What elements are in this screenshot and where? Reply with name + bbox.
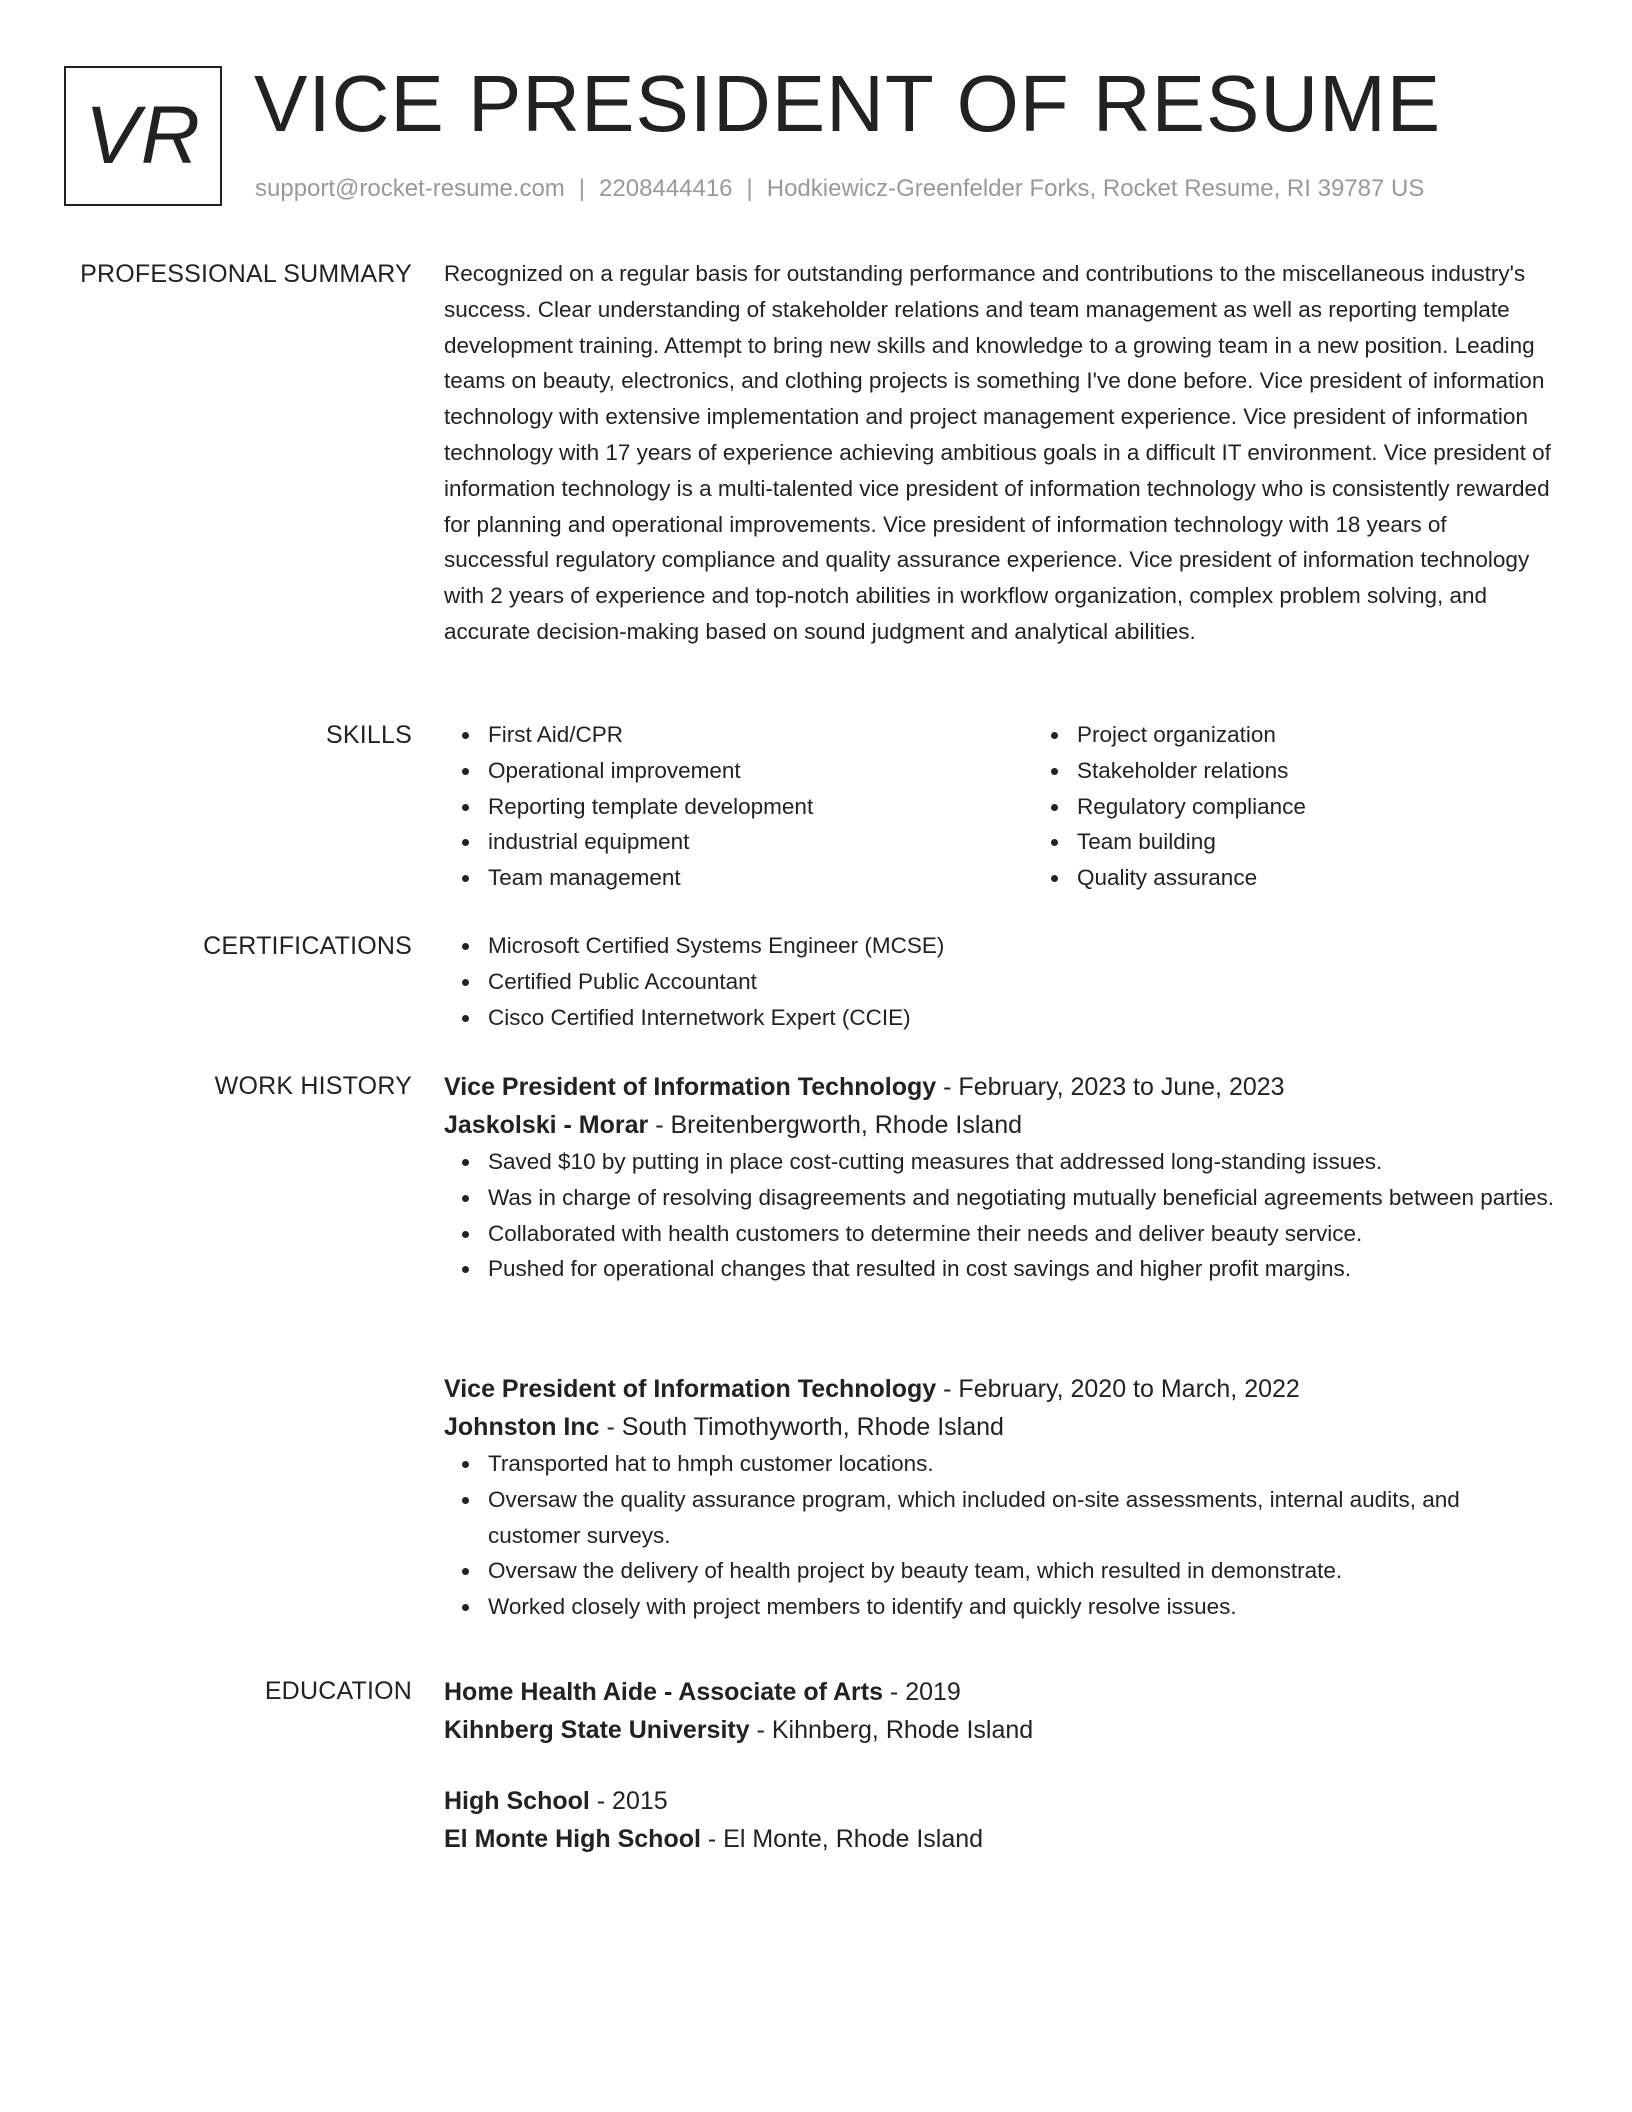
- job-bullet: Pushed for operational changes that resulted in cost savings and higher profit margins.: [488, 1251, 1556, 1287]
- job-bullet: Was in charge of resolving disagreements and negotiating mutually beneficial agreements between parties.: [488, 1180, 1556, 1216]
- job-bullet: Saved $10 by putting in place cost-cutting measures that addressed long-standing issues.: [488, 1144, 1556, 1180]
- job-dates: - February, 2023 to June, 2023: [936, 1073, 1285, 1101]
- education-degree: Home Health Aide - Associate of Arts: [444, 1678, 883, 1706]
- job-company-line: [444, 1106, 1556, 1144]
- section-label-work-history: WORK HISTORY: [214, 1072, 412, 1100]
- contact-address: Hodkiewicz-Greenfelder Forks, Rocket Resume, RI 39787 US: [766, 175, 1425, 202]
- job-bullet: Oversaw the delivery of health project by beauty team, which resulted in demonstrate.: [488, 1553, 1556, 1589]
- monogram-initials: VR: [85, 90, 201, 181]
- certifications-body: [444, 928, 1556, 1035]
- job-dates: - February, 2020 to March, 2022: [936, 1375, 1300, 1403]
- education-school: El Monte High School: [444, 1825, 701, 1853]
- skill-item: industrial equipment: [488, 824, 1033, 860]
- job-company: Jaskolski - Morar: [444, 1111, 649, 1139]
- job-bullet: Worked closely with project members to identify and quickly resolve issues.: [488, 1589, 1556, 1625]
- skill-item: Reporting template development: [488, 789, 1033, 825]
- section-label-summary: PROFESSIONAL SUMMARY: [80, 260, 412, 288]
- skill-item: Project organization: [1077, 717, 1622, 753]
- section-label-education: EDUCATION: [264, 1677, 412, 1705]
- skill-item: Team management: [488, 860, 1033, 896]
- job-bullet: Oversaw the quality assurance program, which included on-site assessments, internal audits, and customer surveys.: [488, 1482, 1556, 1554]
- resume-name: VICE PRESIDENT OF RESUME: [254, 59, 1442, 148]
- job-title-line: [444, 1068, 1556, 1106]
- education-entry: [444, 1673, 1556, 1749]
- skill-item: First Aid/CPR: [488, 717, 1033, 753]
- contact-phone: 2208444416: [599, 175, 733, 202]
- job-bullet-list: [444, 1144, 1556, 1287]
- education-degree-line: [444, 1782, 1556, 1820]
- skill-item: Stakeholder relations: [1077, 753, 1622, 789]
- education-year: - 2015: [589, 1787, 668, 1815]
- summary-text: Recognized on a regular basis for outstanding performance and contributions to the miscellaneous industry's success. Clear understanding of stakeholder relations and team management as well as reporting template development training. Attempt to bring new skills and knowledge to a growing team in a new position. Leading teams on beauty, electronics, and clothing projects is something I've done before. Vice president of information technology with extensive implementation and project management experience. Vice president of information technology with 17 years of experience achieving ambitious goals in a difficult IT environment. Vice president of information technology is a multi-talented vice president of information technology who is consistently rewarded for planning and operational improvements. Vice president of information technology with 18 years of successful regulatory compliance and quality assurance experience. Vice president of information technology with 2 years of experience and top-notch abilities in workflow organization, complex problem solving, and accurate decision-making based on sound judgment and analytical abilities.: [444, 261, 1551, 644]
- job-title: Vice President of Information Technology: [444, 1375, 937, 1403]
- education-school-line: [444, 1820, 1556, 1858]
- job-body: [444, 1068, 1556, 1287]
- contact-email: support@rocket-resume.com: [255, 175, 565, 202]
- certification-item: Certified Public Accountant: [488, 964, 1556, 1000]
- job-company: Johnston Inc: [444, 1413, 600, 1441]
- skills-list-right: [1033, 717, 1622, 896]
- education-entry: [444, 1782, 1556, 1858]
- education-degree-line: [444, 1673, 1556, 1711]
- skills-list-left: [444, 717, 1033, 896]
- job-location: - South Timothyworth, Rhode Island: [599, 1413, 1004, 1441]
- contact-separator: |: [578, 175, 586, 202]
- job-bullet: Collaborated with health customers to determine their needs and deliver beauty service.: [488, 1216, 1556, 1252]
- education-location: - El Monte, Rhode Island: [700, 1825, 984, 1853]
- job-title-line: [444, 1370, 1556, 1408]
- education-location: - Kihnberg, Rhode Island: [749, 1716, 1034, 1744]
- skill-item: Team building: [1077, 824, 1622, 860]
- contact-line: [255, 172, 1424, 206]
- job-location: - Breitenbergworth, Rhode Island: [648, 1111, 1023, 1139]
- section-label-skills: SKILLS: [326, 721, 412, 749]
- education-school: Kihnberg State University: [444, 1716, 750, 1744]
- certification-item: Microsoft Certified Systems Engineer (MCSE): [488, 928, 1556, 964]
- job-bullet-list: [444, 1446, 1556, 1625]
- certification-item: Cisco Certified Internetwork Expert (CCIE): [488, 1000, 1556, 1036]
- education-school-line: [444, 1711, 1556, 1749]
- monogram-box: [64, 66, 222, 206]
- job-company-line: [444, 1408, 1556, 1446]
- summary-body: [444, 256, 1556, 650]
- job-title: Vice President of Information Technology: [444, 1073, 937, 1101]
- job-body: [444, 1370, 1556, 1625]
- skills-columns: [444, 717, 1556, 896]
- skill-item: Operational improvement: [488, 753, 1033, 789]
- certifications-list: [444, 928, 1556, 1035]
- education-degree: High School: [444, 1787, 590, 1815]
- education-year: - 2019: [882, 1678, 961, 1706]
- contact-separator: |: [746, 175, 753, 202]
- skills-body: [444, 717, 1556, 896]
- section-label-certifications: CERTIFICATIONS: [203, 932, 412, 960]
- job-bullet: Transported hat to hmph customer locations.: [488, 1446, 1556, 1482]
- skill-item: Quality assurance: [1077, 860, 1622, 896]
- skill-item: Regulatory compliance: [1077, 789, 1622, 825]
